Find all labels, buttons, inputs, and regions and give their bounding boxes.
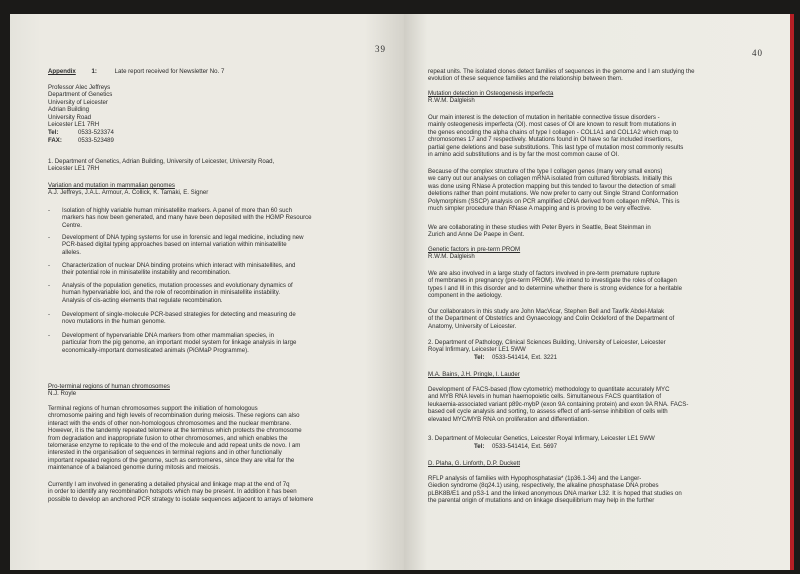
paragraph [428, 308, 674, 330]
text-line: chromosomes 17 and 7 respectively. Mutations found in OI have so far included insertions, [428, 136, 673, 144]
text-line: based cell cycle analysis and sorting, to assess effect of anti-sense inhibition of cells with [428, 408, 668, 416]
tel-line: Tel: 0533-523374 [48, 129, 114, 136]
appendix-label: Appendix [48, 68, 76, 75]
right-page [404, 14, 794, 570]
appendix-number: 1 [91, 68, 95, 75]
text-line: the parental origin of mutations and on linkage disequilibrium may help in the further [428, 497, 655, 505]
book-spread [10, 14, 794, 570]
text-line: Development of hypervariable DNA markers from other mammalian species, in [62, 332, 275, 339]
text-line: Development of FACS-based (flow cytometric) methodology to quantitate accurately MYC [428, 386, 670, 393]
text-line: elevated MYC/MYB RNA on proliferation and differentiation. [428, 415, 590, 423]
text-line: the genes encoding the alpha chains of type I collagen - COL1A1 and COL1A2 which map to [428, 128, 679, 136]
paragraph [428, 475, 682, 505]
left-page [10, 14, 404, 570]
affiliation: 3. Department of Molecular Genetics, Leicester Royal Infirmary, Leicester LE1 5WW [428, 435, 655, 442]
text-line: of the Department of Obstetrics and Gynaecology and Colin Ockleford of the Department of [428, 315, 675, 323]
paragraph [428, 168, 680, 212]
text-line: in amino acid substitutions and is by far the most common cause of OI. [428, 151, 620, 159]
bullet-item: - Development of hypervariable DNA markers from other mammalian species, in particular from the pig genome, an important model system for linkage analysis in large economically-important domesticated animals (PiGMaP Programme). [48, 332, 297, 354]
page-number: 39 [375, 44, 386, 54]
text-line: evolution of these sequence families and the relationship between them. [428, 75, 623, 83]
text-line: Department of Genetics [48, 91, 113, 99]
section-authors: R.W.M. Dalgleish [428, 97, 475, 104]
text-line: Professor Alec Jeffreys [48, 84, 111, 91]
text-line: their potential role in minisatellite instability and recombination. [62, 269, 231, 277]
text-line: component in the aetiology. [428, 292, 503, 300]
bullet-item: - Analysis of the population genetics, mutation processes and evolutionary dynamics of human hypervariable loci, and the role of recombination in minisatellite instability. Analysis of cis-acting elements that regulate recombination. [48, 282, 293, 304]
text-line: interested in the organisation of sequences in terminal regions and in other functionally [48, 449, 282, 457]
text-line: alleles. [62, 248, 81, 256]
text-line: of membranes in pregnancy (pre-term PROM). We intend to investigate the roles of collagen [428, 277, 677, 285]
affiliation [48, 158, 274, 173]
text-line: Isolation of highly variable human minisatellite markers. A panel of more than 60 such [62, 207, 292, 214]
appendix-header: Appendix 1: Late report received for Newsletter No. 7 [48, 68, 225, 75]
text-line: 1. Department of Genetics, Adrian Building, University of Leicester, University Road, [48, 158, 275, 165]
text-line: Leicester LE1 7RH [48, 121, 100, 129]
text-line: Analysis of cis-acting elements that regulate recombination. [62, 296, 223, 304]
text-line: possible to develop an anchored PCR strategy to isolate sequences adjacent to arrays of telomere [48, 495, 314, 503]
text-line: We are collaborating in these studies with Peter Byers in Seattle, Beat Steinman in [428, 224, 651, 231]
text-line: chromosome pairing and high levels of recombination during meiosis. These regions can also [48, 412, 300, 420]
text-line: human hypervariable loci, and the role of recombination in minisatellite instability. [62, 289, 281, 297]
text-line: Zurich and Anne De Paepe in Gent. [428, 231, 525, 239]
section-heading: Pro-terminal regions of human chromosomes [48, 383, 170, 390]
bullet-item: - Development of DNA typing systems for use in forensic and legal medicine, including new PCR-based digital typing approaches based on internal variation within minisatellite alleles. [48, 234, 304, 256]
paragraph [428, 224, 651, 239]
text-line: Anatomy, University of Leicester. [428, 322, 517, 330]
paragraph [428, 270, 682, 300]
text-line: pLBK8B/E1 and pS3-1 and the linked anonymous DNA marker L32. It is hoped that studies on [428, 489, 682, 497]
tel-line: Tel: 0533-541414, Ext. 3221 [474, 354, 558, 361]
text-line: markers has now been generated, and many have been deposited with the HGMP Resource [62, 214, 312, 222]
section-heading: M.A. Bains, J.H. Pringle, I. Lauder [428, 371, 520, 378]
bullet-item: - Isolation of highly variable human minisatellite markers. A panel of more than 60 such markers has now been generated, and many have been deposited with the HGMP Resource Centre. [48, 207, 312, 229]
paragraph [48, 405, 302, 472]
text-line: types I and III in this disorder and to determine whether there is strong evidence for a heritable [428, 284, 683, 292]
text-line: telomerase enzyme to replicate to the end of the molecule and add repeat units de novo. I am [48, 442, 301, 450]
text-line: deletions rather than point mutations. We now prefer to carry out Single Strand Conformation [428, 190, 679, 198]
section-authors: R.W.M. Dalgleish [428, 253, 475, 260]
tel-line: Tel: 0533-541414, Ext. 5697 [474, 443, 558, 450]
text-line: We are also involved in a large study of factors involved in pre-term premature rupture [428, 270, 660, 277]
text-line: mainly osteogenesis imperfecta (OI). most cases of OI are known to result from mutations in [428, 121, 677, 129]
section-authors: A.J. Jeffreys, J.A.L. Armour, A. Collick, K. Tamaki, E. Signer [48, 189, 209, 196]
bullet-item: - Characterization of nuclear DNA binding proteins which interact with minisatellites, and their potential role in minisatellite instability and recombination. [48, 262, 296, 277]
text-line: RFLP analysis of families with Hypophosphatasia* (1p36.1-34) and the Langer- [428, 475, 642, 482]
text-line: However, it is the tandemly repeated telomere at the terminus which protects the chromosome [48, 427, 302, 435]
text-line: Currently I am involved in generating a detailed physical and linkage map at the end of 7q [48, 481, 290, 488]
fax-line: FAX: 0533-523489 [48, 137, 114, 144]
text-line: Royal Infirmary, Leicester LE1 5WW [428, 346, 526, 354]
text-line: interact with the ends of other non-homologous chromosomes and the nuclear membrane. [48, 419, 292, 427]
text-line: from degradation and inappropriate fusion to other chromosomes, and which enables the [48, 434, 288, 442]
section-authors: N.J. Royle [48, 390, 77, 397]
bullet-item: - Development of single-molecule PCR-based strategies for detecting and measuring de novo mutations in the human genome. [48, 311, 296, 326]
text-line: Leicester LE1 7RH [48, 165, 100, 173]
page-number: 40 [752, 48, 763, 58]
section-heading: Mutation detection in Osteogenesis imperfecta [428, 90, 554, 97]
text-line: Our main interest is the detection of mutation in heritable connective tissue disorders - [428, 114, 660, 121]
text-line: and MYB RNA levels in human haemopoietic cells. Simultaneous FACS quantitation of [428, 393, 662, 401]
text-line: Analysis of the population genetics, mutation processes and evolutionary dynamics of [62, 282, 293, 289]
paragraph [48, 481, 313, 503]
paragraph [428, 114, 683, 158]
affiliation [428, 339, 666, 354]
text-line: much simpler procedure than RNase A mapping and is proving to be very effective. [428, 205, 652, 213]
text-line: repeat units. The isolated clones detect families of sequences in the genome and I am studying the [428, 68, 695, 75]
text-line: Development of single-molecule PCR-based strategies for detecting and measuring de [62, 311, 296, 318]
text-line: Giedion syndrome (8q24.1) using, respectively, the alkaline phosphatase DNA probes [428, 482, 659, 490]
text-line: novo mutations in the human genome. [62, 318, 166, 326]
text-line: Terminal regions of human chromosomes support the initiation of homologous [48, 405, 258, 412]
section-heading: Variation and mutation in mammalian genomes [48, 182, 175, 189]
text-line: Development of DNA typing systems for use in forensic and legal medicine, including new [62, 234, 304, 241]
text-line: 2. Department of Pathology, Clinical Sciences Building, University of Leicester, Leicester [428, 339, 666, 346]
text-line: Polymorphism (SSCP) analysis on PCR amplified cDNA derived from collagen mRNA. This is [428, 197, 680, 205]
text-line: Adrian Building [48, 106, 89, 114]
text-line: economically-important domesticated animals (PiGMaP Programme). [62, 346, 249, 354]
text-line: in order to identify any recombination hotspots which may be present. In addition it has been [48, 488, 297, 496]
address-block [48, 84, 112, 128]
text-line: leukaemia-associated variant p89c-mybP (exon 9A containing protein) and exon 9A RNA. FACS- [428, 400, 689, 408]
section-heading: D. Plaha, G. Linforth, D.P. Duckett [428, 460, 521, 467]
text-line: we carry out our analyses on collagen mRNA isolated from cultured fibroblasts. Initially this [428, 175, 673, 183]
paragraph [428, 386, 688, 423]
text-line: PCR-based digital typing approaches based on internal variation within minisatellite [62, 241, 287, 249]
paragraph [428, 68, 694, 83]
text-line: maintenance of a balanced genome during mitosis and meiosis. [48, 464, 221, 472]
text-line: University of Leicester [48, 98, 108, 106]
text-line: Characterization of nuclear DNA binding proteins which interact with minisatellites, and [62, 262, 296, 269]
text-line: Because of the complex structure of the type I collagen genes (many very small exons) [428, 168, 663, 175]
text-line: partial gene deletions and base substitutions. This last type of mutation most commonly results [428, 143, 684, 151]
page-edge [790, 14, 794, 570]
text-line: Our collaborators in this study are John MacVicar, Stephen Bell and Tawfik Abdel-Malak [428, 308, 665, 315]
appendix-title: Late report received for Newsletter No. 7 [114, 68, 225, 75]
text-line: was done using RNase A protection mapping but this tended to favour the detection of small [428, 182, 676, 190]
section-heading: Genetic factors in pre-term PROM [428, 246, 521, 253]
text-line: particular from the pig genome, an important model system for linkage analysis in large [62, 339, 297, 347]
text-line: Centre. [62, 221, 82, 229]
text-line: important repeated regions of the genome, such as centromeres, since they are vital for the [48, 456, 295, 464]
text-line: University Road [48, 113, 92, 121]
